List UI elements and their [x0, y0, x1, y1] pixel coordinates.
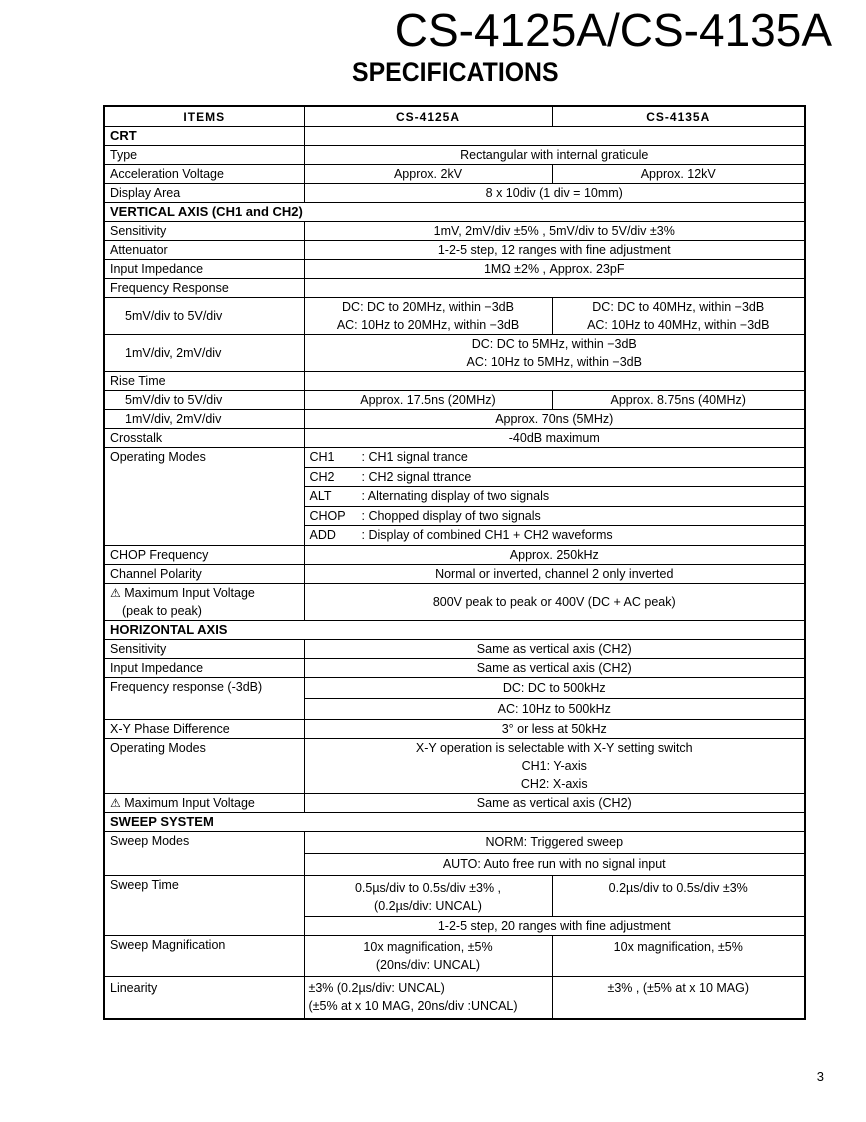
- table-row: [104, 875, 805, 916]
- section-row-sweep: [104, 812, 805, 831]
- col-header-cs4125a: CS-4125A: [304, 106, 552, 127]
- row-value-b: ±3% , (±5% at x 10 MAG): [552, 976, 805, 1019]
- row-label: Attenuator: [104, 241, 304, 260]
- row-value-b: [552, 298, 805, 335]
- section-row-horizontal: [104, 620, 805, 639]
- value-line: ±3% (0.2µs/div: UNCAL): [308, 980, 445, 995]
- model-title: CS-4125A/CS-4135A: [394, 4, 832, 56]
- table-row: [104, 677, 805, 698]
- section-row-crt: [104, 127, 805, 146]
- section-heading-horizontal: HORIZONTAL AXIS: [104, 620, 805, 639]
- row-value: AUTO: Auto free run with no signal input: [304, 853, 805, 875]
- row-value: -40dB maximum: [304, 429, 805, 448]
- value-line: (±5% at x 10 MAG, 20ns/div :UNCAL): [308, 998, 518, 1013]
- row-label: Frequency response (-3dB): [104, 677, 304, 719]
- mode-desc: : Alternating display of two signals: [357, 487, 805, 507]
- row-value-b: Approx. 12kV: [552, 165, 805, 184]
- row-label: Crosstalk: [104, 429, 304, 448]
- table-row: [104, 564, 805, 583]
- table-header-row: [104, 106, 805, 127]
- table-row: [104, 335, 805, 372]
- mode-code: ADD: [309, 528, 336, 542]
- row-value: Normal or inverted, channel 2 only inverted: [304, 564, 805, 583]
- row-value: Same as vertical axis (CH2): [304, 793, 805, 812]
- col-header-cs4135a: CS-4135A: [552, 106, 805, 127]
- row-value-b: 0.2µs/div to 0.5s/div ±3%: [552, 875, 805, 916]
- row-value-a: [304, 298, 552, 335]
- table-row: [104, 260, 805, 279]
- table-row: [104, 658, 805, 677]
- row-label: Operating Modes: [104, 738, 304, 793]
- list-item: [305, 448, 805, 467]
- row-label: [104, 583, 304, 620]
- row-value-a: [304, 935, 552, 976]
- row-label: Channel Polarity: [104, 564, 304, 583]
- operating-modes-list: [304, 448, 805, 546]
- row-value-a: Approx. 17.5ns (20MHz): [304, 391, 552, 410]
- mode-code: CH2: [305, 467, 357, 487]
- row-label: Rise Time: [104, 372, 304, 391]
- table-row: [104, 184, 805, 203]
- list-item: [305, 526, 805, 545]
- value-line: AC: 10Hz to 40MHz, within −3dB: [587, 318, 770, 332]
- row-value: NORM: Triggered sweep: [304, 831, 805, 853]
- table-row: [104, 146, 805, 165]
- row-label: CHOP Frequency: [104, 545, 304, 564]
- row-value: 1mV, 2mV/div ±5% , 5mV/div to 5V/div ±3%: [304, 222, 805, 241]
- row-value: 1-2-5 step, 20 ranges with fine adjustment: [304, 916, 805, 935]
- list-item: [305, 506, 805, 526]
- row-value: 1MΩ ±2% , Approx. 23pF: [304, 260, 805, 279]
- table-row: [104, 545, 805, 564]
- row-value: Approx. 70ns (5MHz): [304, 410, 805, 429]
- table-row: [104, 429, 805, 448]
- value-line: (0.2µs/div: UNCAL): [374, 898, 482, 913]
- row-label: X-Y Phase Difference: [104, 719, 304, 738]
- value-line: 10x magnification, ±5%: [363, 939, 493, 954]
- label-text: Maximum Input Voltage: [124, 585, 255, 600]
- row-label: Sweep Modes: [104, 831, 304, 875]
- mode-desc: : CH1 signal trance: [357, 448, 805, 467]
- section-heading-vertical: VERTICAL AXIS (CH1 and CH2): [104, 203, 805, 222]
- row-label: Linearity: [104, 976, 304, 1019]
- row-value: AC: 10Hz to 500kHz: [304, 698, 805, 719]
- section-row-vertical: [104, 203, 805, 222]
- table-row: [104, 165, 805, 184]
- row-value: 1-2-5 step, 12 ranges with fine adjustment: [304, 241, 805, 260]
- mode-code: CH1: [305, 448, 357, 467]
- value-line: AC: 10Hz to 5MHz, within −3dB: [466, 355, 642, 369]
- section-heading-sweep: SWEEP SYSTEM: [104, 812, 805, 831]
- mode-code: ALT: [305, 487, 357, 507]
- value-line: DC: DC to 40MHz, within −3dB: [592, 300, 765, 314]
- row-label: Display Area: [104, 184, 304, 203]
- value-line: CH1: Y-axis: [521, 758, 587, 773]
- row-value: 8 x 10div (1 div = 10mm): [304, 184, 805, 203]
- list-item: [305, 467, 805, 487]
- row-label: Input Impedance: [104, 260, 304, 279]
- row-value-a: Approx. 2kV: [304, 165, 552, 184]
- value-line: CH2: X-axis: [520, 776, 588, 791]
- row-label: Input Impedance: [104, 658, 304, 677]
- row-label: Type: [104, 146, 304, 165]
- table-row: [104, 831, 805, 853]
- table-row: [104, 583, 805, 620]
- label-text: (peak to peak): [122, 603, 202, 618]
- row-label: [104, 793, 304, 812]
- label-text: Maximum Input Voltage: [124, 795, 255, 810]
- page-title: SPECIFICATIONS: [352, 57, 559, 87]
- row-value-a: [304, 875, 552, 916]
- table-row: [104, 738, 805, 793]
- page-number: 3: [816, 1069, 824, 1084]
- row-label: Frequency Response: [104, 279, 304, 298]
- table-row: [104, 448, 805, 546]
- mode-desc: : Display of combined CH1 + CH2 waveforms: [361, 528, 613, 542]
- table-row: [104, 298, 805, 335]
- warning-triangle-icon: ⚠: [110, 585, 121, 600]
- row-value: [304, 738, 805, 793]
- value-line: X-Y operation is selectable with X-Y setting switch: [415, 740, 693, 755]
- row-value: Same as vertical axis (CH2): [304, 658, 805, 677]
- row-value: [304, 335, 805, 372]
- row-label: 1mV/div, 2mV/div: [104, 335, 304, 372]
- value-line: AC: 10Hz to 20MHz, within −3dB: [336, 318, 520, 332]
- row-label: Sweep Magnification: [104, 935, 304, 976]
- row-label: Operating Modes: [104, 448, 304, 546]
- table-row: [104, 639, 805, 658]
- table-row: [104, 976, 805, 1019]
- row-value: Same as vertical axis (CH2): [304, 639, 805, 658]
- value-line: 0.5µs/div to 0.5s/div ±3% ,: [354, 880, 502, 895]
- row-label: Sensitivity: [104, 222, 304, 241]
- table-row: [104, 372, 805, 391]
- mode-desc: : CH2 signal ttrance: [357, 467, 805, 487]
- row-label: Acceleration Voltage: [104, 165, 304, 184]
- row-value: 3° or less at 50kHz: [304, 719, 805, 738]
- value-line: DC: DC to 5MHz, within −3dB: [471, 337, 637, 351]
- row-label: Sensitivity: [104, 639, 304, 658]
- table-row: [104, 279, 805, 298]
- row-value: Rectangular with internal graticule: [304, 146, 805, 165]
- row-value-b: Approx. 8.75ns (40MHz): [552, 391, 805, 410]
- col-header-items: ITEMS: [104, 106, 304, 127]
- row-value: 800V peak to peak or 400V (DC + AC peak): [304, 583, 805, 620]
- list-item: [305, 487, 805, 507]
- row-label: Sweep Time: [104, 875, 304, 935]
- row-value-a: [304, 976, 552, 1019]
- warning-triangle-icon: ⚠: [110, 795, 121, 810]
- row-value: Approx. 250kHz: [304, 545, 805, 564]
- value-line: DC: DC to 20MHz, within −3dB: [342, 300, 514, 314]
- mode-desc: : Chopped display of two signals: [357, 506, 805, 526]
- section-heading-crt: CRT: [104, 127, 304, 146]
- table-row: [104, 935, 805, 976]
- row-label: 5mV/div to 5V/div: [104, 298, 304, 335]
- spec-table: [103, 105, 806, 1020]
- row-value-b: 10x magnification, ±5%: [552, 935, 805, 976]
- table-row: [104, 222, 805, 241]
- table-row: [104, 719, 805, 738]
- row-value: DC: DC to 500kHz: [304, 677, 805, 698]
- row-label: 1mV/div, 2mV/div: [104, 410, 304, 429]
- table-row: [104, 793, 805, 812]
- mode-code: CHOP: [305, 506, 357, 526]
- row-label: 5mV/div to 5V/div: [104, 391, 304, 410]
- table-row: [104, 391, 805, 410]
- table-row: [104, 410, 805, 429]
- table-row: [104, 241, 805, 260]
- value-line: (20ns/div: UNCAL): [375, 957, 481, 972]
